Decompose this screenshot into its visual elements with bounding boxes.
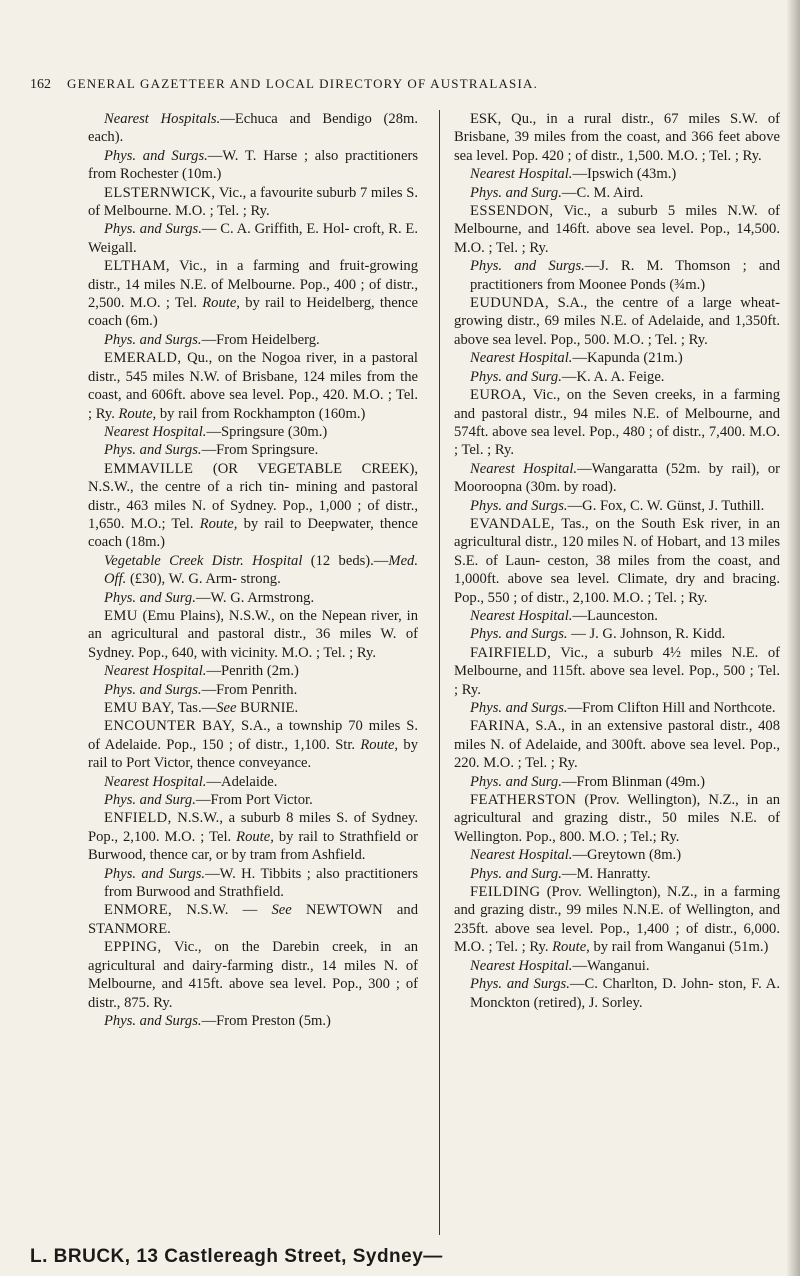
entry-text: by rail from Wanganui (51m.) [589, 939, 769, 956]
gazetteer-entry [454, 717, 780, 772]
entry-text: —K. A. A. Feige. [561, 368, 665, 385]
entry-heading: Route, [118, 405, 157, 422]
entry-text: —From Preston (5m.) [201, 1012, 331, 1029]
gazetteer-subentry [454, 625, 780, 643]
place-name: EMU [104, 607, 138, 624]
entry-text: —Greytown (8m.) [572, 847, 682, 864]
entry-heading: Route, [360, 736, 399, 753]
gazetteer-subentry [454, 865, 780, 883]
entry-text: by rail to Deepwater, thence coach (18m.) [88, 515, 418, 551]
gazetteer-subentry [454, 607, 780, 625]
entry-text: S.A., in an extensive pastoral distr., 408 miles N. of Adelaide, and 300ft. above sea level. Pop., 220. M.O. ; Tel. ; Ry. [454, 718, 780, 772]
entry-text: —C. M. Aird. [561, 184, 644, 201]
gazetteer-subentry [454, 846, 780, 864]
right-column [454, 110, 780, 1012]
entry-heading: Nearest Hospital. [470, 350, 573, 367]
entry-text: —Penrith (2m.) [206, 663, 299, 680]
gazetteer-subentry [88, 773, 418, 791]
entry-heading: Phys. and Surg. [470, 773, 562, 790]
entry-heading: Phys. and Surgs. [470, 497, 568, 514]
gazetteer-entry [88, 349, 418, 423]
gazetteer-subentry [88, 681, 418, 699]
gazetteer-subentry [88, 220, 418, 257]
entry-text: (Prov. Wellington), N.Z., in a farming and grazing distr., 99 miles N.N.E. of Wellington, and 235ft. above sea level. Pop., 1,400 ; of distr., 6,000. M.O. ; Tel. ; Ry. [454, 884, 780, 956]
gazetteer-subentry [454, 460, 780, 497]
entry-text: by rail to Strathfield or Burwood, thence car, or by tram from Ashfield. [88, 828, 418, 864]
entry-text: — J. G. Johnson, R. Kidd. [567, 626, 726, 643]
gazetteer-entry [454, 883, 780, 957]
entry-text: —From Clifton Hill and Northcote. [567, 700, 776, 716]
entry-heading: Phys. and Surg. [470, 865, 562, 882]
entry-text: Tas., on the South Esk river, in an agricultural distr., 120 miles N. of Hobart, and 13 miles S.E. of Laun- ceston, 38 miles from the coast, and 1,000ft. above sea level. Climate, dry and bracing. Pop., 550 ; of distr., 2,100. M.O. ; Tel. ; Ry. [454, 515, 780, 606]
entry-heading: Phys. and Surg. [470, 184, 562, 201]
entry-text: —W. T. Harse ; also practitioners from Rochester (10m.) [88, 147, 418, 183]
entry-heading: Route, [236, 828, 274, 845]
entry-heading: Phys. and Surg. [104, 792, 196, 809]
place-name: EMERALD, [104, 350, 182, 367]
entry-text: NEWTOWN and STANMORE. [88, 902, 418, 937]
entry-heading: Phys. and Surgs. [104, 865, 206, 882]
entry-text: —From Blinman (49m.) [561, 773, 705, 790]
entry-heading: Phys. and Surgs. [470, 976, 570, 993]
gazetteer-subentry [88, 589, 418, 607]
entry-text: —M. Hanratty. [561, 865, 651, 882]
entry-heading: Nearest Hospital. [470, 460, 578, 477]
entry-text: —Echuca and Bendigo (28m. each). [88, 111, 418, 146]
place-name: FEATHERSTON [470, 792, 577, 809]
entry-text: Vic., a suburb 4½ miles N.E. of Melbourne, and 115ft. above sea level. Pop., 500 ; Tel. ; Ry. [454, 644, 780, 698]
gazetteer-entry [88, 460, 418, 552]
entry-heading: Med. Off. [104, 552, 418, 588]
entry-text: Vic., on the Darebin creek, in an agricultural and dairy-farming distr., 14 miles N. of Melbourne, and 415ft. above sea level. Pop., 300 ; of distr., 875. Ry. [88, 939, 418, 1011]
gazetteer-subentry [454, 975, 780, 1012]
place-name: FEILDING [470, 884, 541, 901]
entry-text: Tas.— [174, 700, 217, 716]
entry-text: — C. A. Griffith, E. Hol- croft, R. E. Weigall. [88, 221, 418, 256]
entry-heading: Phys. and Surgs. [104, 331, 202, 348]
place-name: EUDUNDA, [470, 295, 549, 312]
place-name: EMMAVILLE [104, 460, 194, 477]
gazetteer-subentry [454, 257, 780, 294]
gazetteer-subentry [88, 423, 418, 441]
gazetteer-entry [454, 294, 780, 349]
gazetteer-entry [454, 791, 780, 846]
entry-heading: Nearest Hospitals. [104, 111, 221, 127]
entry-text: by rail to Heidelberg, thence coach (6m.) [88, 295, 418, 330]
gazetteer-subentry [88, 1012, 418, 1030]
running-title: GENERAL GAZETTEER AND LOCAL DIRECTORY OF AUSTRALASIA. [67, 76, 539, 91]
entry-text: Qu., on the Nogoa river, in a pastoral distr., 545 miles N.W. of Brisbane, 124 miles from the coast, and 606ft. above sea level. Pop., 420. M.O. ; Tel. ; Ry. [88, 350, 418, 422]
entry-text: —C. Charlton, D. John- ston, F. A. Monckton (retired), J. Sorley. [470, 976, 780, 1011]
entry-heading: Phys. and Surgs. [470, 626, 568, 643]
entry-heading: Phys. and Surgs. [104, 221, 202, 238]
entry-heading: Phys. and Surg. [104, 589, 196, 606]
entry-text: N.S.W. — [172, 902, 272, 919]
entry-text: by rail to Port Victor, thence conveyance. [88, 736, 418, 772]
place-name: ENFIELD, [104, 810, 172, 827]
place-name: ENMORE, [104, 902, 173, 919]
gazetteer-entry [88, 901, 418, 938]
entry-text: —From Springsure. [201, 442, 319, 459]
place-name: ESSENDON, [470, 203, 554, 220]
entry-heading: Phys. and Surgs. [104, 442, 202, 459]
place-name: EMU BAY, [104, 700, 175, 716]
gazetteer-subentry [88, 865, 418, 902]
entry-heading: Route, [199, 515, 238, 532]
entry-text: (Prov. Wellington), N.Z., in an agricultural and grazing distr., 50 miles N.E. of Wellington. Pop., 800. M.O. ; Tel.; Ry. [454, 792, 780, 845]
entry-text: N.S.W., a suburb 8 miles S. of Sydney. Pop., 2,100. M.O. ; Tel. [88, 810, 418, 845]
left-column [88, 110, 418, 1030]
entry-heading: Nearest Hospital. [470, 607, 573, 624]
entry-text: —Kapunda (21m.) [572, 350, 683, 367]
entry-text: BURNIE. [236, 700, 299, 716]
gazetteer-entry [88, 184, 418, 221]
place-name: FAIRFIELD, [470, 644, 552, 661]
gazetteer-entry [88, 699, 418, 717]
gazetteer-entry [88, 257, 418, 331]
entry-heading: See [216, 700, 237, 716]
gazetteer-subentry [88, 441, 418, 459]
columns [0, 110, 800, 1248]
gazetteer-subentry [88, 147, 418, 184]
entry-heading: Nearest Hospital. [104, 663, 207, 680]
entry-text: —Wangaratta (52m. by rail), or Mooroopna (30m. by road). [454, 460, 780, 496]
entry-text: (OR VEGETABLE CREEK), N.S.W., the centre of a rich tin- mining and pastoral distr., 463 miles N. of Sydney. Pop., 1,000 ; of distr., 1,650. M.O.; Tel. [88, 460, 418, 532]
place-name: ENCOUNTER BAY, [104, 718, 236, 735]
entry-text: —From Heidelberg. [201, 331, 320, 348]
entry-text: S.A., the centre of a large wheat-growing distr., 69 miles N.E. of Adelaide, and 1,350ft. above sea level. Pop., 500. M.O. ; Tel. ; Ry. [454, 295, 780, 348]
gazetteer-subentry [454, 165, 780, 183]
gazetteer-subentry [454, 497, 780, 515]
entry-heading: Nearest Hospital. [104, 773, 207, 790]
gazetteer-subentry [454, 773, 780, 791]
place-name: ELTHAM, [104, 258, 170, 275]
gazetteer-subentry [454, 699, 780, 717]
entry-text: Vic., in a farming and fruit-growing distr., 14 miles N.E. of Melbourne. Pop., 400 ; of distr., 2,500. M.O. ; Tel. [88, 258, 418, 312]
entry-heading: Nearest Hospital. [470, 166, 573, 183]
entry-text: Vic., a favourite suburb 7 miles S. of Melbourne. M.O. ; Tel. ; Ry. [88, 184, 418, 220]
gazetteer-subentry [88, 331, 418, 349]
entry-text: —W. H. Tibbits ; also practitioners from Burwood and Strathfield. [104, 865, 418, 901]
gazetteer-subentry [454, 368, 780, 386]
gazetteer-subentry [454, 184, 780, 202]
place-name: EPPING, [104, 939, 162, 956]
gazetteer-entry [454, 644, 780, 699]
entry-text: by rail from Rockhampton (160m.) [156, 405, 366, 422]
gazetteer-entry [454, 386, 780, 460]
page-edge-shadow [786, 0, 800, 1276]
entry-heading: Phys. and Surgs. [470, 258, 585, 275]
entry-heading: Phys. and Surgs. [104, 681, 202, 698]
entry-heading: Nearest Hospital. [470, 957, 573, 974]
entry-text: —Wanganui. [572, 957, 650, 974]
running-header [30, 76, 750, 93]
gazetteer-entry [88, 717, 418, 772]
entry-heading: Phys. and Surgs. [104, 1012, 202, 1029]
gazetteer-entry [454, 515, 780, 607]
entry-text: —Ipswich (43m.) [572, 166, 677, 183]
entry-heading: Route, [552, 939, 590, 956]
entry-text: —J. R. M. Thomson ; and practitioners from Moonee Ponds (¾m.) [470, 258, 780, 293]
entry-heading: Phys. and Surgs. [470, 700, 568, 716]
entry-text: —Launceston. [572, 607, 658, 624]
entry-heading: Nearest Hospital. [104, 423, 207, 440]
gazetteer-subentry [88, 110, 418, 147]
entry-text: ESK, Qu., in a rural distr., 67 miles S.W. of Brisbane, 39 miles from the coast, and 366 feet above sea level. Pop. 420 ; of distr., 1,500. M.O. ; Tel. ; Ry. [454, 111, 780, 164]
place-name: ELSTERNWICK, [104, 184, 216, 201]
entry-heading: Phys. and Surg. [470, 368, 562, 385]
entry-text: S.A., a township 70 miles S. of Adelaide. Pop., 150 ; of distr., 1,100. Str. [88, 718, 418, 753]
gazetteer-subentry [88, 552, 418, 589]
entry-text: (12 beds).— [302, 552, 389, 569]
entry-text: Vic., a suburb 5 miles N.W. of Melbourne, and 146ft. above sea level. Pop., 14,500. M.O. ; Tel. ; Ry. [454, 203, 780, 256]
entry-heading: Route, [202, 295, 240, 312]
entry-heading: See [271, 902, 292, 919]
gazetteer-subentry [88, 662, 418, 680]
entry-heading: Nearest Hospital. [470, 847, 573, 864]
gazetteer-entry [454, 202, 780, 257]
page-number: 162 [30, 77, 51, 92]
entry-text: —From Port Victor. [195, 792, 313, 809]
gazetteer-entry [88, 607, 418, 662]
place-name: EUROA, [470, 387, 527, 404]
gazetteer-subentry [454, 110, 780, 165]
entry-heading: Vegetable Creek Distr. Hospital [104, 552, 303, 569]
entry-text: (£30), W. G. Arm- strong. [126, 571, 281, 588]
gazetteer-subentry [454, 957, 780, 975]
entry-text: —G. Fox, C. W. Günst, J. Tuthill. [567, 497, 765, 514]
entry-heading: Phys. and Surgs. [104, 147, 208, 164]
gazetteer-subentry [454, 349, 780, 367]
gazetteer-entry [88, 938, 418, 1012]
entry-text: —Springsure (30m.) [206, 423, 328, 440]
entry-text: (Emu Plains), N.S.W., on the Nepean river, in an agricultural and pastoral distr., 36 miles W. of Sydney. Pop., 640, with vicinity. M.O. ; Tel. ; Ry. [88, 607, 418, 661]
gazetteer-entry [88, 809, 418, 864]
gazetteer-subentry [88, 791, 418, 809]
entry-text: —W. G. Armstrong. [195, 589, 315, 606]
place-name: FARINA, [470, 718, 530, 735]
entry-text: —From Penrith. [201, 681, 298, 698]
entry-text: —Adelaide. [206, 773, 278, 790]
footer-advert: L. BRUCK, 13 Castlereagh Street, Sydney— [30, 1246, 443, 1267]
entry-text: Vic., on the Seven creeks, in a farming and pastoral distr., 94 miles N.E. of Melbourne, and 574ft. above sea level. Pop., 480 ; of distr., 7,400. M.O. ; Tel. ; Ry. [454, 387, 780, 459]
place-name: EVANDALE, [470, 515, 555, 532]
